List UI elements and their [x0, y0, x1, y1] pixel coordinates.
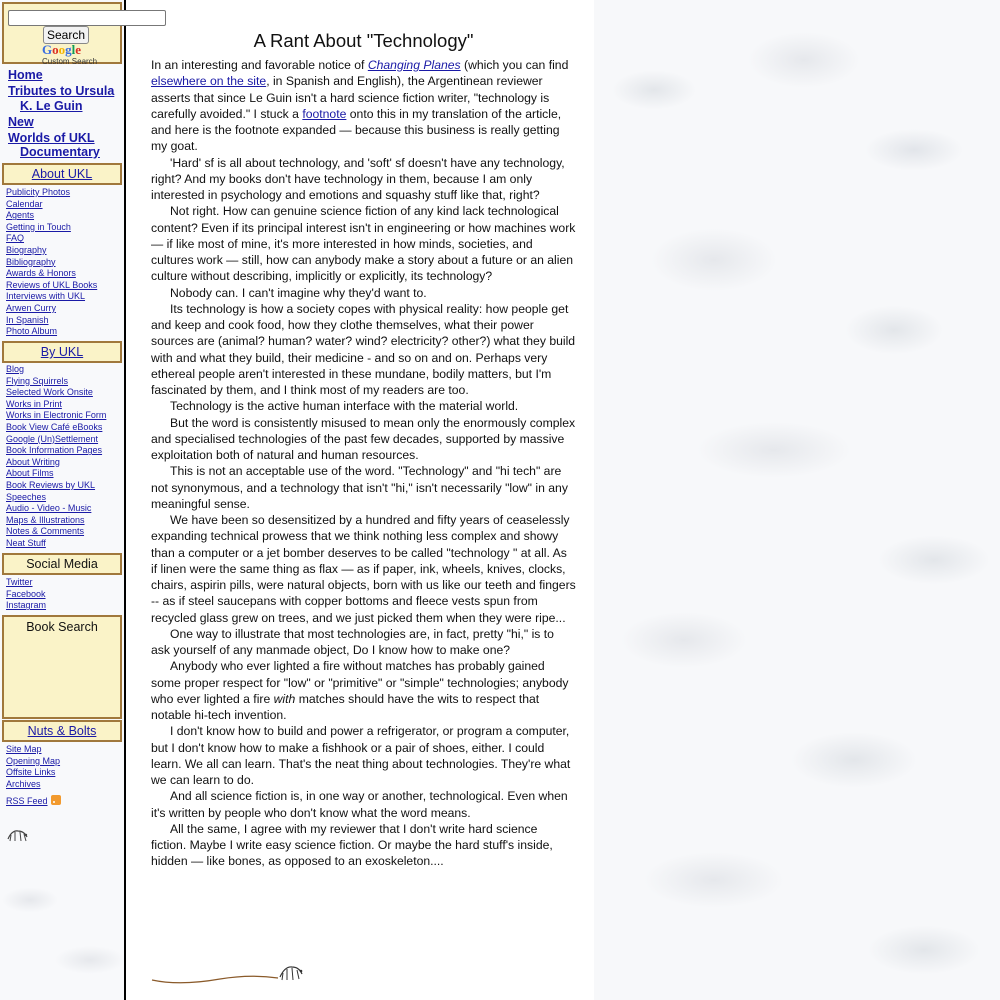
link-neat-stuff[interactable]: Neat Stuff — [6, 537, 46, 548]
paragraph-5: Its technology is how a society copes with physical reality: how people get and keep and cook food, how they clothe themselves, what their power sources are (animal? human? water? wind? electricity? other?) what they build with and what they build, their medicine - and so on and on. Perhaps very ethereal people aren't interested in these mundane, bodily matters, but I'm fascinated by them, and I think most of my readers are too. — [151, 301, 576, 397]
map-background — [594, 0, 1000, 1000]
link-rss-feed[interactable]: RSS Feed — [6, 796, 48, 806]
link-changing-planes[interactable]: Changing Planes — [367, 58, 461, 72]
link-archives[interactable]: Archives — [6, 778, 41, 789]
link-interviews[interactable]: Interviews with UKL — [6, 291, 86, 302]
nuts-links — [6, 744, 124, 790]
paragraph-6: Technology is the active human interface with the material world. — [170, 399, 519, 414]
link-site-map[interactable]: Site Map — [6, 744, 42, 754]
about-header-link[interactable]: About UKL — [31, 167, 93, 181]
about-header — [2, 163, 122, 185]
paragraph-12: I don't know how to build and power a refrigerator, or program a computer, but I don't know how to make a fishhook or a pair of shoes, either. I could learn. We all can learn. That's the neat thing about technologies. They're what we can learn to do. — [151, 724, 571, 787]
link-about-films[interactable]: About Films — [6, 468, 54, 479]
search-button[interactable]: Search — [43, 26, 89, 44]
link-works-in-print[interactable]: Works in Print — [6, 398, 62, 409]
link-book-info-pages[interactable]: Book Information Pages — [6, 445, 103, 456]
rss-icon[interactable] — [51, 795, 61, 805]
by-ukl-header-link[interactable]: By UKL — [40, 345, 84, 359]
paragraph-2: 'Hard' sf is all about technology, and 'soft' sf doesn't have any technology, right? And my books don't have technology in them, because I am only interested in psychology and emotions and squashy stuff like that, right? — [151, 155, 565, 202]
rss-row — [6, 795, 61, 806]
link-speeches[interactable]: Speeches — [6, 491, 47, 502]
link-about-writing[interactable]: About Writing — [6, 456, 60, 467]
sidebar — [0, 0, 126, 1000]
by-ukl-links — [6, 364, 124, 550]
link-awards[interactable]: Awards & Honors — [6, 268, 76, 279]
paragraph-1: In an interesting and favorable notice of Changing Planes (which you can find elsewhere on the site, in Spanish and English), the Argentinean reviewer asserts that since Le Guin isn't a hard science fiction writer, "technology is carefully avoided." I stuck a footnote onto this in my translation of the article, and here is the footnote expanded — because this business is really getting my goat. — [151, 58, 569, 154]
link-maps[interactable]: Maps & Illustrations — [6, 514, 85, 525]
nuts-bolts-header — [2, 720, 122, 742]
paragraph-11: Anybody who ever lighted a fire without matches has probably gained some proper respect for "low" or "primitive" or "simple" technologies; anybody who ever lighted a fire with matches should have the wits to respect that notable hi-tech invention. — [151, 659, 569, 722]
link-blog[interactable]: Blog — [6, 364, 25, 374]
critter-drawing-icon — [6, 826, 30, 842]
nav-documentary[interactable]: Worlds of UKL Documentary — [8, 130, 100, 159]
google-logo-icon: Google — [42, 42, 82, 57]
link-photo-album[interactable]: Photo Album — [6, 326, 58, 337]
link-bibliography[interactable]: Bibliography — [6, 256, 56, 267]
nav-new[interactable]: New — [8, 114, 34, 129]
about-links — [6, 187, 124, 338]
link-faq[interactable]: FAQ — [6, 233, 25, 244]
link-audio-video[interactable]: Audio - Video - Music — [6, 503, 92, 514]
custom-search-label: Custom Search — [42, 57, 98, 66]
link-google-settlement[interactable]: Google (Un)Settlement — [6, 433, 99, 444]
link-book-view-cafe[interactable]: Book View Café eBooks — [6, 421, 103, 432]
paragraph-14: All the same, I agree with my reviewer that I don't write hard science fiction. Maybe I write easy science fiction. Or maybe the hard stuff's inside, hidden — like bones, as opposed to an exoskeleton.... — [151, 821, 553, 869]
link-biography[interactable]: Biography — [6, 244, 47, 255]
link-footnote[interactable]: footnote — [302, 106, 347, 121]
social-media-header: Social Media — [2, 553, 122, 575]
paragraph-13: And all science fiction is, in one way or another, technological. Even when it's written by people who don't know what the word means. — [151, 789, 568, 820]
link-book-reviews[interactable]: Book Reviews by UKL — [6, 479, 96, 490]
search-input[interactable] — [8, 10, 166, 26]
nav-home[interactable]: Home — [8, 68, 43, 82]
book-search-label: Book Search — [26, 620, 98, 634]
paragraph-3: Not right. How can genuine science fiction of any kind lack technological content? Even if its principal interest isn't in engineering or how machines work — if like most of mine, it's more interested in how minds, societies, and cultures work — still, how can anybody make a story about a future or an alien culture without describing, implicitly or explicitly, its technology? — [151, 204, 576, 284]
link-selected-work[interactable]: Selected Work Onsite — [6, 387, 93, 398]
link-agents[interactable]: Agents — [6, 210, 35, 221]
link-elsewhere-on-site[interactable]: elsewhere on the site — [151, 74, 267, 89]
link-facebook[interactable]: Facebook — [6, 588, 46, 599]
book-search-box — [2, 615, 122, 719]
paragraph-7: But the word is consistently misused to mean only the enormously complex and specialised technologies of the past few decades, supported by massive exploitation both of natural and human resources. — [151, 415, 576, 462]
link-works-electronic[interactable]: Works in Electronic Form — [6, 410, 107, 421]
link-in-spanish[interactable]: In Spanish — [6, 314, 49, 325]
paragraph-10: One way to illustrate that most technologies are, in fact, pretty "hi," is to ask yourself of any manmade object, Do I know how to make one? — [151, 626, 554, 657]
link-opening-map[interactable]: Opening Map — [6, 755, 61, 766]
article-title: A Rant About "Technology" — [253, 30, 474, 51]
nav-tributes[interactable]: Tributes to Ursula K. Le Guin — [8, 84, 115, 113]
link-arwen-curry[interactable]: Arwen Curry — [6, 302, 57, 313]
link-getting-in-touch[interactable]: Getting in Touch — [6, 221, 71, 232]
link-notes[interactable]: Notes & Comments — [6, 526, 85, 537]
link-offsite-links[interactable]: Offsite Links — [6, 767, 56, 778]
link-reviews[interactable]: Reviews of UKL Books — [6, 279, 98, 290]
by-ukl-header — [2, 341, 122, 363]
nuts-bolts-header-link[interactable]: Nuts & Bolts — [27, 724, 97, 738]
paragraph-9: We have been so desensitized by a hundred and fifty years of ceaselessly expanding technical prowess that we think nothing less complex and showy than a computer or a jet bomber deserves to be called "technology " at all. As if linen were the same thing as flax — as if paper, ink, wheels, knives, clocks, chairs, aspirin pills, were natural objects, born with us like our teeth and fingers -- as if steel saucepans with copper bottoms and fleece vests spun from recycled glass grew on trees, and we just picked them when they were ripe... — [151, 513, 576, 625]
main-nav — [8, 68, 120, 161]
link-publicity-photos[interactable]: Publicity Photos — [6, 187, 71, 197]
link-twitter[interactable]: Twitter — [6, 577, 33, 587]
link-flying-squirrels[interactable]: Flying Squirrels — [6, 375, 69, 386]
article — [151, 30, 576, 870]
search-box — [2, 2, 122, 64]
paragraph-8: This is not an acceptable use of the word. "Technology" and "hi tech" are not synonymous, and a technology that isn't "hi," isn't necessarily "low" in any meaningful sense. — [151, 464, 568, 511]
social-links — [6, 577, 124, 612]
signature-critter-icon — [150, 960, 310, 988]
link-instagram[interactable]: Instagram — [6, 600, 47, 611]
paragraph-4: Nobody can. I can't imagine why they'd want to. — [170, 285, 427, 300]
link-calendar[interactable]: Calendar — [6, 198, 43, 209]
